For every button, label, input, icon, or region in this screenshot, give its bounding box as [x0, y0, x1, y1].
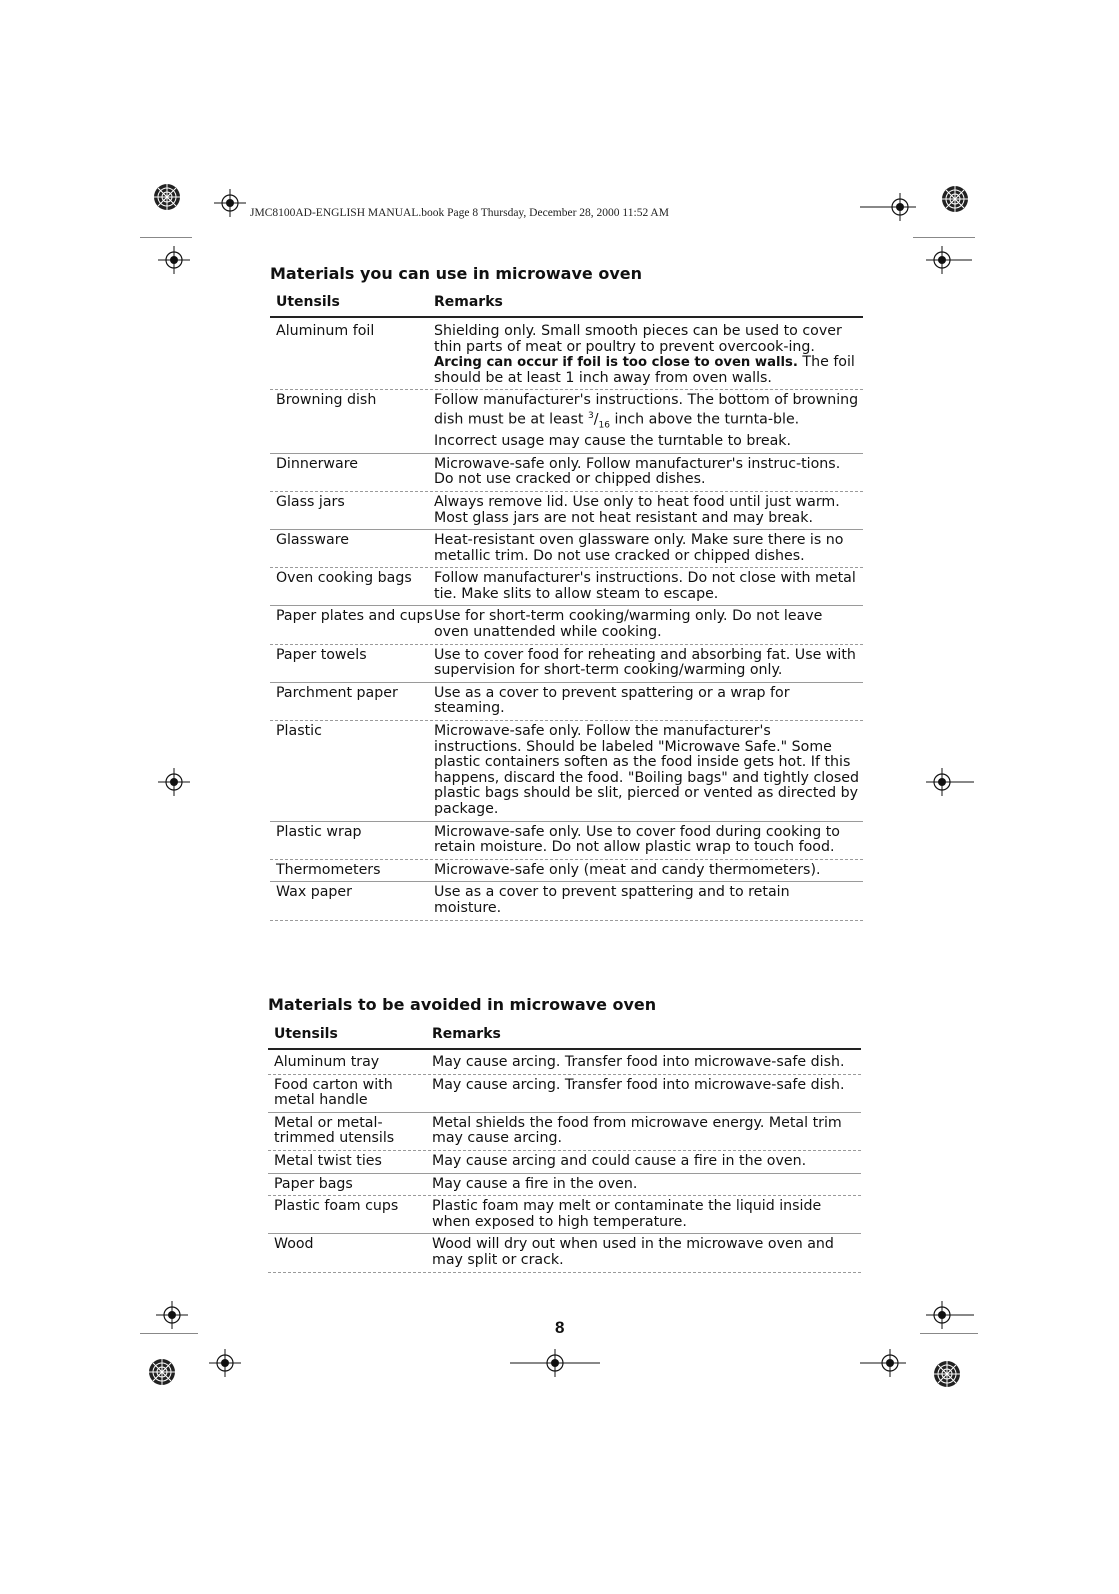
- registration-mark-right-lower: [924, 1300, 974, 1330]
- table-header: [270, 294, 863, 318]
- table-row: [270, 606, 863, 644]
- table-row: [270, 568, 863, 606]
- table-row: [270, 721, 863, 822]
- remark-cell: Use to cover food for reheating and absorbing fat. Use with supervision for short-term cooking/warming only.: [434, 646, 856, 679]
- utensil-cell: Aluminum tray: [274, 1054, 380, 1070]
- crop-line: [913, 237, 975, 238]
- utensil-cell: Metal or metal-trimmed utensils: [274, 1114, 395, 1147]
- remark-cell: Wood will dry out when used in the microwave oven and may split or crack.: [432, 1236, 834, 1268]
- remark-cell: Plastic foam may melt or contaminate the liquid inside when exposed to high temperature.: [432, 1198, 822, 1230]
- utensil-cell: Glass jars: [276, 493, 345, 510]
- column-header-remarks: Remarks: [432, 1026, 501, 1042]
- table-row: [268, 1113, 861, 1151]
- utensil-cell: Wood: [274, 1236, 314, 1253]
- table-row: [270, 822, 863, 860]
- table-row: [270, 492, 863, 530]
- utensil-cell: Browning dish: [276, 392, 377, 409]
- color-target-mark-bottom-right: [930, 1357, 964, 1391]
- page-number: 8: [555, 1318, 565, 1337]
- table-row: [270, 645, 863, 683]
- table-row: [270, 683, 863, 721]
- fraction-numerator: 3: [587, 410, 594, 421]
- remark-cell: Always remove lid. Use only to heat food until just warm. Most glass jars are not heat resistant and may break.: [434, 493, 840, 526]
- avoid-table: [268, 1026, 861, 1273]
- registration-mark-left-middle: [150, 765, 196, 799]
- remark-cell: May cause arcing. Transfer food into microwave-safe dish.: [432, 1054, 845, 1070]
- utensil-cell: Parchment paper: [276, 684, 398, 701]
- crop-line: [140, 237, 192, 238]
- crop-line: [140, 1333, 198, 1334]
- utensil-cell: Paper bags: [274, 1175, 353, 1192]
- column-header-utensils: Utensils: [276, 294, 340, 310]
- remark-cell: Use as a cover to prevent spattering or a wrap for steaming.: [434, 684, 790, 717]
- registration-mark-left-upper: [150, 245, 196, 275]
- table-row: [270, 530, 863, 568]
- table-header: [268, 1026, 861, 1050]
- warning-text: Arcing can occur if foil is too close to oven walls.: [434, 355, 798, 371]
- remark-cell: Use for short-term cooking/warming only. Do not leave oven unattended while cooking.: [434, 608, 823, 641]
- table-row: [270, 882, 863, 920]
- utensil-cell: Plastic wrap: [276, 823, 362, 840]
- registration-mark-right-upper: [922, 245, 972, 275]
- utensil-cell: Glassware: [276, 532, 349, 549]
- section-title-can-use: Materials you can use in microwave oven: [270, 264, 642, 283]
- registration-mark-top-right: [860, 192, 920, 222]
- table-row: [268, 1075, 861, 1113]
- registration-mark-bottom-left: [205, 1348, 245, 1378]
- remark-cell: Microwave-safe only (meat and candy thermometers).: [434, 861, 821, 878]
- table-row: [270, 454, 863, 492]
- can-use-table: [270, 294, 863, 921]
- utensil-cell: Plastic: [276, 723, 322, 740]
- remark-cell: Follow manufacturer's instructions. Do not close with metal tie. Make slits to allow steam to escape.: [434, 570, 856, 602]
- utensil-cell: Plastic foam cups: [274, 1198, 399, 1215]
- utensil-cell: Metal twist ties: [274, 1152, 382, 1169]
- table-row: [270, 860, 863, 883]
- registration-mark-right-middle: [924, 765, 974, 799]
- remark-cell: Microwave-safe only. Use to cover food during cooking to retain moisture. Do not allow plastic wrap to touch food.: [434, 823, 840, 856]
- table-row: [268, 1050, 861, 1075]
- file-info-header: JMC8100AD-ENGLISH MANUAL.book Page 8 Thursday, December 28, 2000 11:52 AM: [250, 207, 669, 219]
- registration-mark-bottom-right: [860, 1348, 910, 1378]
- fraction-denominator: 16: [598, 420, 610, 431]
- remark-cell: Use as a cover to prevent spattering and to retain moisture.: [434, 884, 790, 916]
- section-title-avoid: Materials to be avoided in microwave oven: [268, 995, 657, 1014]
- utensil-cell: Paper towels: [276, 646, 367, 663]
- utensil-cell: Oven cooking bags: [276, 570, 412, 587]
- registration-mark-left-lower: [150, 1300, 196, 1330]
- table-row: [268, 1174, 861, 1197]
- table-row: [268, 1234, 861, 1272]
- utensil-cell: Dinnerware: [276, 455, 358, 472]
- column-header-utensils: Utensils: [274, 1026, 338, 1042]
- table-row: [270, 318, 863, 390]
- color-target-mark-top-left: [150, 180, 184, 214]
- remark-cell: Microwave-safe only. Follow manufacturer's instruc-tions. Do not use cracked or chipped dishes.: [434, 455, 841, 488]
- remark-cell: Metal shields the food from microwave energy. Metal trim may cause arcing.: [432, 1114, 842, 1147]
- table-row: [270, 390, 863, 453]
- remark-cell: Microwave-safe only. Follow the manufacturer's instructions. Should be labeled "Microwave Safe." Some plastic containers soften as the food inside gets hot. If this happens, discard the food. "Boiling bags" and tightly closed plastic bags should be slit, pierced or vented as directed by package.: [434, 723, 860, 817]
- remark-cell: May cause a fire in the oven.: [432, 1175, 638, 1192]
- registration-mark-top-left: [212, 188, 248, 218]
- utensil-cell: Wax paper: [276, 884, 352, 901]
- registration-mark-bottom-center: [510, 1348, 600, 1378]
- remark-cell: May cause arcing. Transfer food into microwave-safe dish.: [432, 1076, 845, 1093]
- utensil-cell: Paper plates and cups: [276, 608, 433, 625]
- utensil-cell: Food carton with metal handle: [274, 1076, 393, 1109]
- crop-line: [920, 1333, 978, 1334]
- remark-cell: Follow manufacturer's instructions. The bottom of browning dish must be at least $^3/_{16}$ inch above the turnta-ble. Incorrect usage may cause the turntable to break.: [434, 392, 859, 450]
- color-target-mark-bottom-left: [145, 1355, 179, 1389]
- remark-cell: Heat-resistant oven glassware only. Make sure there is no metallic trim. Do not use cracked or chipped dishes.: [434, 532, 844, 564]
- table-row: [268, 1196, 861, 1234]
- remark-cell: Shielding only. Small smooth pieces can be used to cover thin parts of meat or poultry to prevent overcook-ing. Arcing can occur if foil is too close to oven walls. The foil should be at least 1 inch away from oven walls.: [434, 323, 855, 386]
- table-row: [268, 1151, 861, 1174]
- utensil-cell: Aluminum foil: [276, 323, 375, 339]
- column-header-remarks: Remarks: [434, 294, 503, 310]
- utensil-cell: Thermometers: [276, 861, 381, 878]
- color-target-mark-top-right: [938, 182, 972, 216]
- remark-cell: May cause arcing and could cause a fire in the oven.: [432, 1152, 807, 1169]
